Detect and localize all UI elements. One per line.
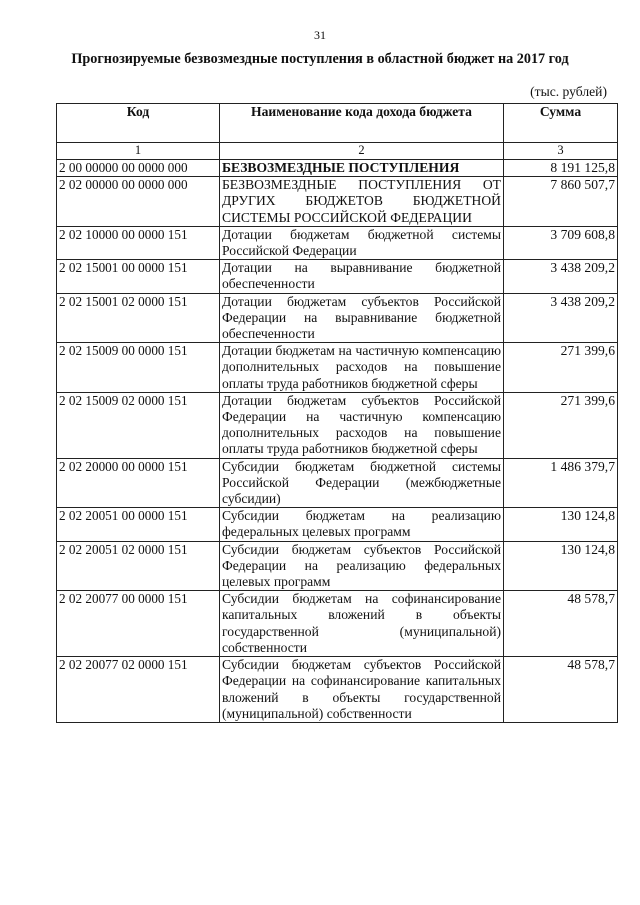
- sum-cell: 7 860 507,7: [504, 177, 618, 227]
- code-cell: 2 02 20077 00 0000 151: [57, 591, 220, 657]
- table-row: [57, 392, 618, 458]
- table-row: [57, 657, 618, 723]
- header-row: [57, 104, 618, 143]
- sum-cell: 48 578,7: [504, 591, 618, 657]
- sum-cell: 130 124,8: [504, 541, 618, 591]
- table-row: [57, 458, 618, 508]
- code-cell: 2 02 15001 00 0000 151: [57, 260, 220, 293]
- code-cell: 2 02 20051 02 0000 151: [57, 541, 220, 591]
- code-cell: 2 02 20051 00 0000 151: [57, 508, 220, 541]
- name-cell: Субсидии бюджетам на софинансирование капитальных вложений в объекты государственной (муниципальной) собственности: [220, 591, 504, 657]
- sum-cell: 3 438 209,2: [504, 260, 618, 293]
- name-cell: Субсидии бюджетам субъектов Российской Федерации на реализацию федеральных целевых программ: [220, 541, 504, 591]
- code-cell: 2 02 00000 00 0000 000: [57, 177, 220, 227]
- column-number-code: 1: [57, 143, 220, 160]
- name-cell: БЕЗВОЗМЕЗДНЫЕ ПОСТУПЛЕНИЯ ОТ ДРУГИХ БЮДЖЕТОВ БЮДЖЕТНОЙ СИСТЕМЫ РОССИЙСКОЙ ФЕДЕРАЦИИ: [220, 177, 504, 227]
- table-row: [57, 591, 618, 657]
- header-sum: Сумма: [504, 104, 618, 143]
- document-title: Прогнозируемые безвозмездные поступления в областной бюджет на 2017 год: [71, 51, 569, 67]
- sum-cell: 8 191 125,8: [504, 160, 618, 177]
- name-cell: Субсидии бюджетам бюджетной системы Российской Федерации (межбюджетные субсидии): [220, 458, 504, 508]
- name-cell: БЕЗВОЗМЕЗДНЫЕ ПОСТУПЛЕНИЯ: [220, 160, 504, 177]
- code-cell: 2 02 15001 02 0000 151: [57, 293, 220, 343]
- column-number-name: 2: [220, 143, 504, 160]
- sum-cell: 271 399,6: [504, 392, 618, 458]
- table-row: [57, 343, 618, 393]
- sum-cell: 130 124,8: [504, 508, 618, 541]
- page-number: 31: [314, 28, 326, 42]
- table-row: [57, 226, 618, 259]
- sum-cell: 271 399,6: [504, 343, 618, 393]
- table-row: [57, 293, 618, 343]
- unit-note: (тыс. рублей): [530, 84, 607, 99]
- code-cell: 2 02 20077 02 0000 151: [57, 657, 220, 723]
- name-cell: Дотации бюджетам на частичную компенсацию дополнительных расходов на повышение оплаты труда работников бюджетной сферы: [220, 343, 504, 393]
- sum-cell: 48 578,7: [504, 657, 618, 723]
- name-cell: Субсидии бюджетам субъектов Российской Федерации на софинансирование капитальных вложений в объекты государственной (муниципальной) собственности: [220, 657, 504, 723]
- header-code: Код: [57, 104, 220, 143]
- name-cell: Субсидии бюджетам на реализацию федеральных целевых программ: [220, 508, 504, 541]
- code-cell: 2 02 10000 00 0000 151: [57, 226, 220, 259]
- table-row: [57, 508, 618, 541]
- column-number-sum: 3: [504, 143, 618, 160]
- name-cell: Дотации бюджетам бюджетной системы Российской Федерации: [220, 226, 504, 259]
- table-row: [57, 160, 618, 177]
- table-row: [57, 177, 618, 227]
- table-row: [57, 260, 618, 293]
- code-cell: 2 00 00000 00 0000 000: [57, 160, 220, 177]
- header-name: Наименование кода дохода бюджета: [220, 104, 504, 143]
- code-cell: 2 02 15009 00 0000 151: [57, 343, 220, 393]
- sum-cell: 3 438 209,2: [504, 293, 618, 343]
- code-cell: 2 02 20000 00 0000 151: [57, 458, 220, 508]
- name-cell: Дотации бюджетам субъектов Российской Федерации на частичную компенсацию дополнительных расходов на повышение оплаты труда работников бюджетной сферы: [220, 392, 504, 458]
- sum-cell: 3 709 608,8: [504, 226, 618, 259]
- column-number-row: [57, 143, 618, 160]
- sum-cell: 1 486 379,7: [504, 458, 618, 508]
- revenue-table: [56, 103, 618, 723]
- name-cell: Дотации бюджетам субъектов Российской Федерации на выравнивание бюджетной обеспеченности: [220, 293, 504, 343]
- table-row: [57, 541, 618, 591]
- code-cell: 2 02 15009 02 0000 151: [57, 392, 220, 458]
- name-cell: Дотации на выравнивание бюджетной обеспеченности: [220, 260, 504, 293]
